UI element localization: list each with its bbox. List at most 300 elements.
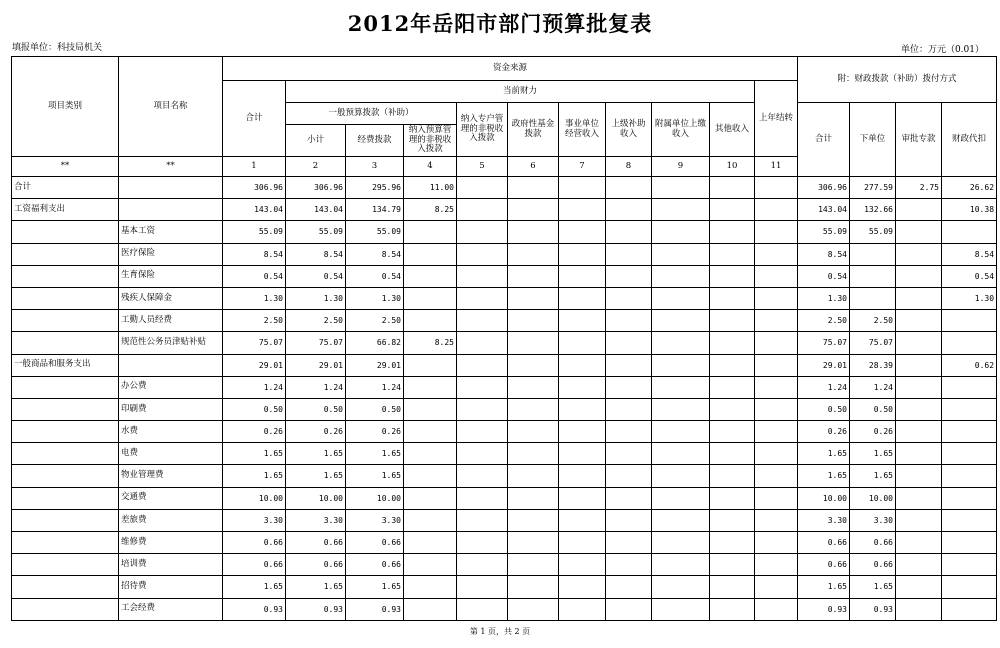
value-cell-c8 <box>606 532 652 554</box>
header-prior-balance: 上年结转 <box>755 81 798 157</box>
value-cell-c11 <box>755 177 798 199</box>
value-cell-c7 <box>559 376 606 398</box>
table-row <box>12 532 997 554</box>
value-cell-c7 <box>559 487 606 509</box>
value-cell-c6 <box>508 243 559 265</box>
value-cell-c12: 75.07 <box>798 332 850 354</box>
value-cell-c11 <box>755 265 798 287</box>
category-cell: 合计 <box>12 177 119 199</box>
value-cell-c5 <box>457 465 508 487</box>
value-cell-c11 <box>755 487 798 509</box>
value-cell-c7 <box>559 421 606 443</box>
value-cell-c11 <box>755 598 798 620</box>
value-cell-c1: 0.26 <box>223 421 286 443</box>
value-cell-c7 <box>559 576 606 598</box>
value-cell-c2: 0.66 <box>286 532 346 554</box>
value-cell-c7 <box>559 354 606 376</box>
value-cell-c3: 3.30 <box>346 509 404 531</box>
category-cell <box>12 554 119 576</box>
value-cell-c15 <box>942 443 997 465</box>
value-cell-c14 <box>896 221 942 243</box>
value-cell-c12: 1.65 <box>798 443 850 465</box>
value-cell-c8 <box>606 465 652 487</box>
value-cell-c15: 8.54 <box>942 243 997 265</box>
column-number-cell: 10 <box>710 157 755 177</box>
value-cell-c3: 295.96 <box>346 177 404 199</box>
category-cell <box>12 376 119 398</box>
item-name-cell: 工会经费 <box>119 598 223 620</box>
value-cell-c15 <box>942 576 997 598</box>
value-cell-c10 <box>710 576 755 598</box>
value-cell-c12: 8.54 <box>798 243 850 265</box>
value-cell-c11 <box>755 443 798 465</box>
value-cell-c12: 1.65 <box>798 465 850 487</box>
value-cell-c15: 0.62 <box>942 354 997 376</box>
value-cell-c12: 1.24 <box>798 376 850 398</box>
value-cell-c4 <box>404 509 457 531</box>
header-special-nontax: 纳入专户管理的非税收入拨款 <box>457 103 508 157</box>
item-name-cell: 招待费 <box>119 576 223 598</box>
value-cell-c12: 0.50 <box>798 398 850 420</box>
column-number-cell: 3 <box>346 157 404 177</box>
table-row <box>12 509 997 531</box>
value-cell-c1: 8.54 <box>223 243 286 265</box>
table-row <box>12 265 997 287</box>
column-number-cell: 1 <box>223 157 286 177</box>
item-name-cell <box>119 177 223 199</box>
value-cell-c3: 134.79 <box>346 199 404 221</box>
value-cell-c1: 1.65 <box>223 443 286 465</box>
value-cell-c2: 1.30 <box>286 287 346 309</box>
value-cell-c12: 306.96 <box>798 177 850 199</box>
table-row <box>12 310 997 332</box>
value-cell-c3: 1.65 <box>346 465 404 487</box>
value-cell-c2: 8.54 <box>286 243 346 265</box>
value-cell-c1: 55.09 <box>223 221 286 243</box>
value-cell-c13: 10.00 <box>850 487 896 509</box>
value-cell-c1: 3.30 <box>223 509 286 531</box>
value-cell-c7 <box>559 243 606 265</box>
value-cell-c5 <box>457 177 508 199</box>
value-cell-c2: 10.00 <box>286 487 346 509</box>
value-cell-c5 <box>457 221 508 243</box>
category-cell <box>12 398 119 420</box>
value-cell-c9 <box>652 287 710 309</box>
value-cell-c13: 0.26 <box>850 421 896 443</box>
value-cell-c3: 0.26 <box>346 421 404 443</box>
value-cell-c13: 0.66 <box>850 532 896 554</box>
column-number-cell: 11 <box>755 157 798 177</box>
value-cell-c12: 2.50 <box>798 310 850 332</box>
item-name-cell: 残疾人保障金 <box>119 287 223 309</box>
value-cell-c5 <box>457 354 508 376</box>
value-cell-c10 <box>710 598 755 620</box>
value-cell-c2: 306.96 <box>286 177 346 199</box>
value-cell-c6 <box>508 554 559 576</box>
value-cell-c14 <box>896 287 942 309</box>
value-cell-c8 <box>606 487 652 509</box>
table-row <box>12 554 997 576</box>
category-cell: 一般商品和服务支出 <box>12 354 119 376</box>
value-cell-c4 <box>404 576 457 598</box>
column-number-cell: ** <box>119 157 223 177</box>
header-general-budget: 一般预算拨款（补助） <box>286 103 457 125</box>
value-cell-c2: 143.04 <box>286 199 346 221</box>
value-cell-c11 <box>755 354 798 376</box>
value-cell-c9 <box>652 177 710 199</box>
value-cell-c4 <box>404 465 457 487</box>
value-cell-c13: 1.65 <box>850 443 896 465</box>
value-cell-c4 <box>404 598 457 620</box>
column-number-cell: 4 <box>404 157 457 177</box>
value-cell-c9 <box>652 243 710 265</box>
item-name-cell: 培训费 <box>119 554 223 576</box>
value-cell-c7 <box>559 199 606 221</box>
category-cell <box>12 243 119 265</box>
category-cell <box>12 598 119 620</box>
value-cell-c15 <box>942 598 997 620</box>
item-name-cell: 维修费 <box>119 532 223 554</box>
value-cell-c10 <box>710 221 755 243</box>
budget-table <box>11 56 997 621</box>
value-cell-c7 <box>559 265 606 287</box>
value-cell-c14: 2.75 <box>896 177 942 199</box>
value-cell-c1: 10.00 <box>223 487 286 509</box>
value-cell-c4 <box>404 443 457 465</box>
value-cell-c3: 1.65 <box>346 576 404 598</box>
category-cell <box>12 465 119 487</box>
value-cell-c12: 0.66 <box>798 554 850 576</box>
value-cell-c8 <box>606 243 652 265</box>
value-cell-c10 <box>710 243 755 265</box>
column-number-cell: 2 <box>286 157 346 177</box>
value-cell-c13: 1.65 <box>850 576 896 598</box>
value-cell-c15 <box>942 465 997 487</box>
value-cell-c3: 1.30 <box>346 287 404 309</box>
value-cell-c10 <box>710 532 755 554</box>
value-cell-c7 <box>559 398 606 420</box>
value-cell-c14 <box>896 199 942 221</box>
value-cell-c6 <box>508 598 559 620</box>
value-cell-c5 <box>457 443 508 465</box>
item-name-cell: 水费 <box>119 421 223 443</box>
table-row <box>12 487 997 509</box>
value-cell-c6 <box>508 199 559 221</box>
value-cell-c9 <box>652 598 710 620</box>
value-cell-c5 <box>457 332 508 354</box>
value-cell-c15: 0.54 <box>942 265 997 287</box>
header-affiliate-income: 附属单位上缴收入 <box>652 103 710 157</box>
value-cell-c6 <box>508 465 559 487</box>
value-cell-c1: 1.65 <box>223 465 286 487</box>
category-cell <box>12 332 119 354</box>
value-cell-c4 <box>404 354 457 376</box>
value-cell-c3: 0.66 <box>346 554 404 576</box>
value-cell-c10 <box>710 398 755 420</box>
column-number-cell: ** <box>12 157 119 177</box>
value-cell-c11 <box>755 509 798 531</box>
value-cell-c4: 11.00 <box>404 177 457 199</box>
value-cell-c12: 1.30 <box>798 287 850 309</box>
value-cell-c9 <box>652 554 710 576</box>
value-cell-c9 <box>652 509 710 531</box>
header-public-income: 事业单位经营收入 <box>559 103 606 157</box>
value-cell-c12: 29.01 <box>798 354 850 376</box>
fill-unit-label: 填报单位：科技局机关 <box>12 43 103 53</box>
item-name-cell: 规范性公务员津贴补贴 <box>119 332 223 354</box>
value-cell-c9 <box>652 310 710 332</box>
value-cell-c10 <box>710 332 755 354</box>
value-cell-c14 <box>896 532 942 554</box>
item-name-cell: 交通费 <box>119 487 223 509</box>
value-cell-c12: 0.26 <box>798 421 850 443</box>
value-cell-c14 <box>896 509 942 531</box>
value-cell-c7 <box>559 532 606 554</box>
value-cell-c9 <box>652 576 710 598</box>
value-cell-c8 <box>606 398 652 420</box>
value-cell-c8 <box>606 310 652 332</box>
value-cell-c15 <box>942 421 997 443</box>
value-cell-c13 <box>850 243 896 265</box>
value-cell-c9 <box>652 265 710 287</box>
value-cell-c2: 2.50 <box>286 310 346 332</box>
value-cell-c3: 0.93 <box>346 598 404 620</box>
value-cell-c15 <box>942 487 997 509</box>
value-cell-c9 <box>652 332 710 354</box>
value-cell-c8 <box>606 554 652 576</box>
value-cell-c7 <box>559 554 606 576</box>
value-cell-c5 <box>457 421 508 443</box>
category-cell <box>12 265 119 287</box>
header-pay-approval: 审批专款 <box>896 103 942 177</box>
header-pay-unit: 下单位 <box>850 103 896 177</box>
value-cell-c11 <box>755 398 798 420</box>
value-cell-c4 <box>404 487 457 509</box>
table-row <box>12 221 997 243</box>
value-cell-c2: 0.54 <box>286 265 346 287</box>
value-cell-c4 <box>404 221 457 243</box>
value-cell-c11 <box>755 465 798 487</box>
value-cell-c14 <box>896 243 942 265</box>
value-cell-c5 <box>457 487 508 509</box>
value-cell-c10 <box>710 376 755 398</box>
value-cell-c13: 1.24 <box>850 376 896 398</box>
value-cell-c15 <box>942 554 997 576</box>
category-cell <box>12 443 119 465</box>
value-cell-c6 <box>508 532 559 554</box>
value-cell-c14 <box>896 487 942 509</box>
value-cell-c10 <box>710 354 755 376</box>
value-cell-c10 <box>710 199 755 221</box>
column-number-cell: 6 <box>508 157 559 177</box>
category-cell <box>12 487 119 509</box>
value-cell-c1: 2.50 <box>223 310 286 332</box>
value-cell-c14 <box>896 554 942 576</box>
value-cell-c1: 0.66 <box>223 532 286 554</box>
value-cell-c10 <box>710 265 755 287</box>
value-cell-c2: 1.65 <box>286 465 346 487</box>
value-cell-c2: 75.07 <box>286 332 346 354</box>
value-cell-c5 <box>457 243 508 265</box>
value-cell-c8 <box>606 421 652 443</box>
value-cell-c11 <box>755 576 798 598</box>
value-cell-c5 <box>457 287 508 309</box>
value-cell-c14 <box>896 376 942 398</box>
value-cell-c15 <box>942 376 997 398</box>
value-cell-c6 <box>508 265 559 287</box>
value-cell-c13: 75.07 <box>850 332 896 354</box>
value-cell-c6 <box>508 509 559 531</box>
value-cell-c1: 0.50 <box>223 398 286 420</box>
value-cell-c12: 1.65 <box>798 576 850 598</box>
value-cell-c15 <box>942 310 997 332</box>
table-row <box>12 332 997 354</box>
category-cell <box>12 310 119 332</box>
value-cell-c15: 10.38 <box>942 199 997 221</box>
value-cell-c15 <box>942 221 997 243</box>
value-cell-c9 <box>652 465 710 487</box>
value-cell-c6 <box>508 376 559 398</box>
table-row <box>12 465 997 487</box>
value-cell-c9 <box>652 354 710 376</box>
page-title: 2012年岳阳市部门预算批复表 <box>347 11 653 36</box>
value-cell-c10 <box>710 421 755 443</box>
value-cell-c7 <box>559 287 606 309</box>
item-name-cell: 生育保险 <box>119 265 223 287</box>
value-cell-c5 <box>457 554 508 576</box>
value-cell-c5 <box>457 398 508 420</box>
value-cell-c6 <box>508 221 559 243</box>
value-cell-c7 <box>559 443 606 465</box>
value-cell-c6 <box>508 310 559 332</box>
value-cell-c11 <box>755 221 798 243</box>
value-cell-c11 <box>755 532 798 554</box>
table-row <box>12 177 997 199</box>
value-cell-c15 <box>942 332 997 354</box>
value-cell-c4 <box>404 398 457 420</box>
table-row <box>12 243 997 265</box>
value-cell-c8 <box>606 332 652 354</box>
table-row <box>12 598 997 620</box>
value-cell-c6 <box>508 332 559 354</box>
value-cell-c5 <box>457 532 508 554</box>
value-cell-c14 <box>896 598 942 620</box>
value-cell-c3: 1.24 <box>346 376 404 398</box>
header-name: 项目名称 <box>119 57 223 157</box>
table-row <box>12 287 997 309</box>
item-name-cell: 医疗保险 <box>119 243 223 265</box>
header-current-finance: 当前财力 <box>286 81 755 103</box>
value-cell-c6 <box>508 421 559 443</box>
column-number-cell: 9 <box>652 157 710 177</box>
value-cell-c15 <box>942 509 997 531</box>
item-name-cell <box>119 199 223 221</box>
value-cell-c2: 1.24 <box>286 376 346 398</box>
value-cell-c11 <box>755 310 798 332</box>
header-budget-nontax: 纳入预算管理的非税收入拨款 <box>404 125 457 157</box>
category-cell: 工资福利支出 <box>12 199 119 221</box>
value-cell-c2: 29.01 <box>286 354 346 376</box>
value-cell-c12: 143.04 <box>798 199 850 221</box>
value-cell-c14 <box>896 332 942 354</box>
value-cell-c11 <box>755 199 798 221</box>
value-cell-c1: 143.04 <box>223 199 286 221</box>
value-cell-c7 <box>559 598 606 620</box>
value-cell-c14 <box>896 398 942 420</box>
header-category: 项目类别 <box>12 57 119 157</box>
header-pay-total: 合计 <box>798 103 850 177</box>
value-cell-c11 <box>755 376 798 398</box>
value-cell-c2: 0.93 <box>286 598 346 620</box>
item-name-cell: 电费 <box>119 443 223 465</box>
table-row <box>12 199 997 221</box>
category-cell <box>12 509 119 531</box>
value-cell-c4 <box>404 376 457 398</box>
value-cell-c3: 8.54 <box>346 243 404 265</box>
table-row <box>12 376 997 398</box>
item-name-cell: 物业管理费 <box>119 465 223 487</box>
item-name-cell: 办公费 <box>119 376 223 398</box>
value-cell-c7 <box>559 332 606 354</box>
value-cell-c8 <box>606 354 652 376</box>
value-cell-c13: 0.66 <box>850 554 896 576</box>
value-cell-c3: 55.09 <box>346 221 404 243</box>
value-cell-c4: 8.25 <box>404 199 457 221</box>
value-cell-c10 <box>710 310 755 332</box>
value-cell-c1: 0.54 <box>223 265 286 287</box>
value-cell-c8 <box>606 509 652 531</box>
item-name-cell: 基本工资 <box>119 221 223 243</box>
item-name-cell <box>119 354 223 376</box>
category-cell <box>12 576 119 598</box>
value-cell-c3: 1.65 <box>346 443 404 465</box>
value-cell-c8 <box>606 287 652 309</box>
value-cell-c2: 0.50 <box>286 398 346 420</box>
value-cell-c7 <box>559 221 606 243</box>
value-cell-c3: 10.00 <box>346 487 404 509</box>
value-cell-c14 <box>896 421 942 443</box>
value-cell-c10 <box>710 465 755 487</box>
value-cell-c1: 29.01 <box>223 354 286 376</box>
value-cell-c9 <box>652 376 710 398</box>
table-row <box>12 354 997 376</box>
value-cell-c1: 306.96 <box>223 177 286 199</box>
value-cell-c12: 3.30 <box>798 509 850 531</box>
value-cell-c6 <box>508 354 559 376</box>
value-cell-c13: 2.50 <box>850 310 896 332</box>
value-cell-c3: 0.54 <box>346 265 404 287</box>
value-cell-c6 <box>508 576 559 598</box>
header-other-income: 其他收入 <box>710 103 755 157</box>
header-pay-agent: 财政代扣 <box>942 103 997 177</box>
value-cell-c4 <box>404 554 457 576</box>
item-name-cell: 工勤人员经费 <box>119 310 223 332</box>
header-fund-source: 资金来源 <box>223 57 798 81</box>
value-cell-c4 <box>404 532 457 554</box>
value-cell-c8 <box>606 598 652 620</box>
value-cell-c8 <box>606 576 652 598</box>
value-cell-c13 <box>850 287 896 309</box>
value-cell-c5 <box>457 598 508 620</box>
value-cell-c4: 8.25 <box>404 332 457 354</box>
value-cell-c9 <box>652 443 710 465</box>
value-cell-c14 <box>896 354 942 376</box>
value-cell-c10 <box>710 509 755 531</box>
value-cell-c9 <box>652 487 710 509</box>
value-cell-c9 <box>652 221 710 243</box>
value-cell-c13: 3.30 <box>850 509 896 531</box>
value-cell-c1: 1.65 <box>223 576 286 598</box>
